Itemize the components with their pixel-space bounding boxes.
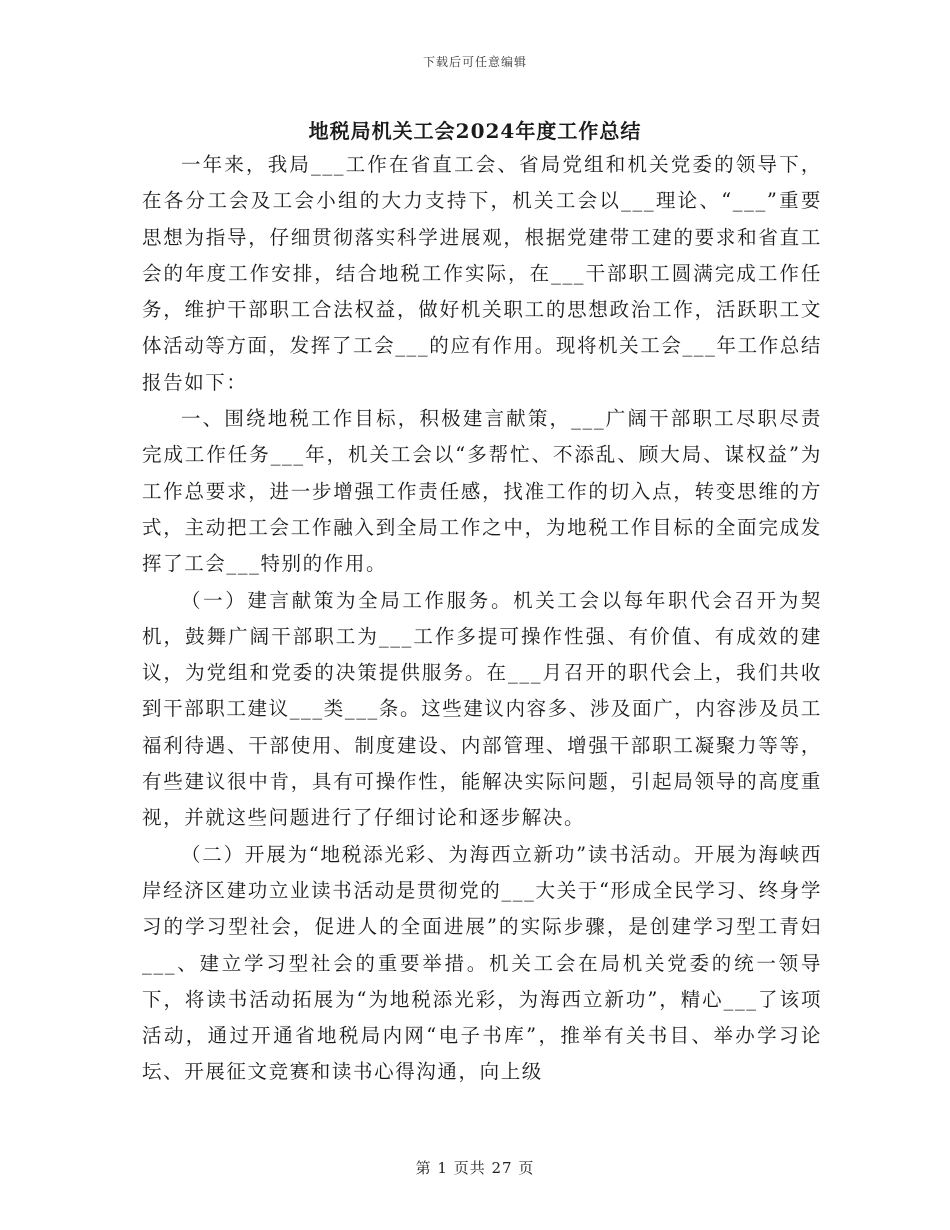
paragraph-subsection-1: （一）建言献策为全局工作服务。机关工会以每年职代会召开为契机，鼓舞广阔干部职工为___工作多提可操作性强、有价值、有成效的建议，为党组和党委的决策提供服务。在___月召开的职代会上，我们共收到干部职工建议___类___条。这些建议内容多、涉及面广，内容涉及员工福利待遇、干部使用、制度建设、内部管理、增强干部职工凝聚力等等，有些建议很中肯，具有可操作性，能解决实际问题，引起局领导的高度重视，并就这些问题进行了仔细讨论和逐步解决。	[142, 588, 823, 830]
header-note: 下载后可任意编辑	[422, 55, 527, 69]
paragraph-intro: 一年来，我局___工作在省直工会、省局党组和机关党委的领导下，在各分工会及工会小组的大力支持下，机关工会以___理论、“___”重要思想为指导，仔细贯彻落实科学进展观，根据党建带工建的要求和省直工会的年度工作安排，结合地税工作实际，在___干部职工圆满完成工作任务，维护干部职工合法权益，做好机关职工的思想政治工作，活跃职工文体活动等方面，发挥了工会___的应有作用。现将机关工会___年工作总结报告如下：	[142, 153, 823, 394]
page-footer: 第 1 页共 27 页	[415, 1159, 535, 1177]
document-title: 地税局机关工会2024年度工作总结	[308, 119, 642, 143]
paragraph-subsection-2: （二）开展为“地税添光彩、为海西立新功”读书活动。开展为海峡西岸经济区建功立业读书活动是贯彻党的___大关于“形成全民学习、终身学习的学习型社会，促进人的全面进展”的实际步骤，是创建学习型工青妇___、建立学习型社会的重要举措。机关工会在局机关党委的统一领导下，将读书活动拓展为“为地税添光彩，为海西立新功”，精心___了该项活动，通过开通省地税局内网“电子书库”，推举有关书目、举办学习论坛、开展征文竞赛和读书心得沟通，向上级	[142, 842, 822, 1084]
document-body	[142, 147, 822, 1091]
paragraph-section-1: 一、围绕地税工作目标，积极建言献策，___广阔干部职工尽职尽责完成工作任务___年，机关工会以“多帮忙、不添乱、顾大局、谋权益”为工作总要求，进一步增强工作责任感，找准工作的切入点，转变思维的方式，主动把工会工作融入到全局工作之中，为地税工作目标的全面完成发挥了工会___特别的作用。	[142, 407, 822, 576]
